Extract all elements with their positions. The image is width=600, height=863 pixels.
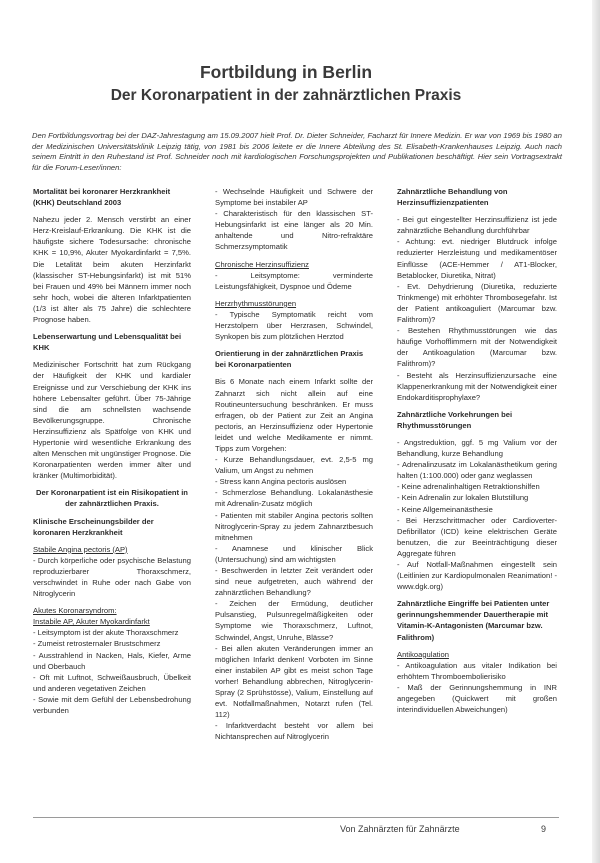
heading-risk-patient: Der Koronarpatient ist ein Risikopatient in der zahnärztlichen Praxis. xyxy=(36,488,188,509)
page-edge-shadow xyxy=(592,0,600,863)
list-item: - Leitsymptom ist der akute Thoraxschmerz xyxy=(33,628,179,638)
heading-anticoagulant-procedures: Zahnärztliche Eingriffe bei Patienten unter gerinnungshemmender Dauertherapie mit Vitamin-K-Antagonisten (Marcumar bzw. Falithrom) xyxy=(397,599,550,642)
list-item: - Adrenalinzusatz im Lokalanästhetikum gering halten (1:100.000) oder ganz weglassen xyxy=(397,460,557,481)
heading-life-expectancy: Lebenserwartung und Lebensqualität bei KHK xyxy=(33,332,182,353)
list-item: - Keine Allgemeinanästhesie xyxy=(397,504,493,514)
list-item: - Antikoagulation aus vitaler Indikation bei erhöhtem Thromboembolierisiko xyxy=(397,660,557,681)
list-item: - Leitsymptome: verminderte Leistungsfähigkeit, Dyspnoe und Ödeme xyxy=(215,270,373,291)
list-item: - Evt. Dehydrierung (Diuretika, reduzierte Trinkmenge) mit erhöhter Thrombosegefahr. Ist der Patient antikoaguliert (Marcumar bzw. Falithrom)? xyxy=(397,281,557,325)
list-item: - Oft mit Luftnot, Schweißausbruch, Übelkeit und anderen vegetativen Zeichen xyxy=(33,672,191,693)
list-item: - Charakteristisch für den klassischen ST-Hebungsinfarkt ist eine länger als 20 Min. anhaltende und Nitro-refraktäre Schmerzsymptomatik xyxy=(215,209,373,252)
paragraph-orientation: Bis 6 Monate nach einem Infarkt sollte der Zahnarzt sich nicht allein auf eine Routineuntersuchung beschränken. Er muss erfragen, ob der Patient zur Zeit an Angina pectoris, an Herzinsuffizienz oder Hypertonie leidet und welche Medikamente er nimmt. Tipps zum Vorgehen: xyxy=(215,377,373,453)
list-item: - Maß der Gerinnungshemmung in INR angegeben (Quickwert mit großen interindividuellen Abweichungen) xyxy=(397,682,557,715)
page-number: 9 xyxy=(541,824,547,834)
list-item: - Ausstrahlend in Nacken, Hals, Kiefer, Arme und Oberbauch xyxy=(33,650,191,671)
heading-arrhythmia-precautions: Zahnärztliche Vorkehrungen bei Rhythmusstörungen xyxy=(397,409,513,430)
subheading-arrhythmia: Herzrhythmusstörungen xyxy=(215,298,297,308)
column-1 xyxy=(33,186,191,716)
paragraph-mortality: Nahezu jeder 2. Mensch verstirbt an einer Herz-Kreislauf-Erkrankung. Die KHK ist die häufigste sichere Todesursache: chronische KHK = 10,9%, Akuter Myokardinfarkt = 7,5%. Die Letalität beim akuten Herzinfarkt (klassischer ST-Hebungsinfarkt) ist mit 51% bei Frauen und 49% bei Männern immer noch sehr hoch, wobei die älteren Infarktpatienten (1/3 ist älter als 75 Jahre) die schlechtere Prognose haben. xyxy=(33,215,191,325)
list-item: - Auf Notfall-Maßnahmen eingestellt sein (Leitlinien zur Kardiopulmonalen Reanimation! - www.dgk.org) xyxy=(397,560,557,592)
list-item: - Kurze Behandlungsdauer, evt. 2,5-5 mg Valium, um Angst zu nehmen xyxy=(215,455,373,476)
list-item: - Anamnese und klinischer Blick (Untersuchung) sind am wichtigsten xyxy=(215,543,373,564)
list-item: - Angstreduktion, ggf. 5 mg Valium vor der Behandlung, kurze Behandlung xyxy=(397,437,557,459)
footer-tagline: Von Zahnärzten für Zahnärzte xyxy=(340,824,460,834)
column-3 xyxy=(397,186,557,715)
list-item: - Schmerzlose Behandlung. Lokalanästhesie mit Adrenalin-Zusatz möglich xyxy=(215,488,373,509)
list-item: - Bei gut eingestellter Herzinsuffizienz ist jede zahnärztliche Behandlung durchführbar xyxy=(397,215,557,236)
list-item: - Bei Herzschrittmacher oder Cardioverter-Defibrillator (ICD) keine elektrischen Geräte benutzen, die zur Beeinträchtigung dieser Aggregate führen xyxy=(397,515,557,558)
list-item: - Achtung: evt. niedriger Blutdruck infolge reduzierter Herzleistung und medikamentöser Einflüsse (ACE-Hemmer / AT1-Blocker, Betablocker, Diuretika, Nitrat) xyxy=(397,237,557,280)
heading-heart-failure-treatment: Zahnärztliche Behandlung von Herzinsuffizienzpatienten xyxy=(397,187,508,208)
list-item: - Keine adrenalinhaltigen Retraktionshilfen xyxy=(397,482,540,492)
intro-paragraph: Den Fortbildungsvortrag bei der DAZ-Jahrestagung am 15.09.2007 hielt Prof. Dr. Dieter Schneider, Facharzt für Innere Medizin. Er war von 1969 bis 1980 an der Medizinischen Universitätsklinik Leipzig tätig, von 1981 bis 2006 leitete er die Innere Abteilung des St. Elisabeth-Krankenhauses Leipzig. Auch nach seinem Eintritt in den Ruhestand ist Prof. Schneider noch mit kardiologischen Forschungsprojekten und Publikationen beschäftigt. Hier sein Vortragsextrakt für die Forum-Leser/innen: xyxy=(32,131,562,172)
list-item: - Typische Symptomatik reicht vom Herzstolpern über Herzrasen, Schwindel, Synkopen bis zum plötzlichen Herztod xyxy=(215,309,373,342)
paragraph-stable-angina: - Durch körperliche oder psychische Belastung reproduzierbarer Thoraxschmerz, verschwindet in Ruhe oder nach Gabe von Nitroglycerin xyxy=(33,555,191,599)
list-item: - Bestehen Rhythmusstörungen wie das häufige Vorhofflimmern mit der Notwendigkeit der Antikoagulation (Marcumar bzw. Falithrom)? xyxy=(397,326,557,369)
paragraph-life-expectancy: Medizinischer Fortschritt hat zum Rückgang der Häufigkeit der KHK und kardialer Ereignisse und zur Verschiebung der KHK ins höhere Lebensalter geführt. Über 75-Jährige sind die am schnellsten wachsende Bevölkerungsgruppe. Chronische Herzinsuffizienz als Spätfolge von KHK und Hypertonie wird wesentliche Erkrankung des alten Menschen mit ungünstiger Prognose. Die Koronarpatienten werden immer älter und kränker (Multimorbidität). xyxy=(33,360,191,481)
subheading-acute-syndrome: Akutes Koronarsyndrom: xyxy=(33,606,117,616)
list-item: - Zumeist retrosternaler Brustschmerz xyxy=(33,639,161,649)
column-2 xyxy=(215,186,373,743)
subheading-heart-failure: Chronische Herzinsuffizienz xyxy=(215,259,309,269)
list-item: - Beschwerden in letzter Zeit verändert oder sind neue aufgetreten, auch während der zahnärztlichen Behandlung? xyxy=(215,566,373,598)
list-item: - Patienten mit stabiler Angina pectoris sollten Nitroglycerin-Spray zu jedem Zahnarztbesuch mitnehmen xyxy=(215,510,373,542)
list-item: - Kein Adrenalin zur lokalen Blutstillung xyxy=(397,493,529,503)
subheading-stable-angina: Stabile Angina pectoris (AP) xyxy=(33,544,128,554)
list-item: - Infarktverdacht besteht vor allem bei Nichtansprechen auf Nitroglycerin xyxy=(215,721,373,742)
subheading-instable-ap: Instabile AP, Akuter Myokardinfarkt xyxy=(33,617,150,627)
heading-mortality: Mortalität bei koronarer Herzkrankheit (KHK) Deutschland 2003 xyxy=(33,187,171,208)
list-item: - Bei allen akuten Veränderungen immer an möglichen Infarkt denken! Vorboten im Sinne einer instabilen AP gibt es meist schon Tage vorher! Behandlung abbrechen, Nitroglycerin-Spray (2 Sprühstösse), Valium, Einstellung auf evt. Notfallmaßnahmen, Notarzt rufen (Tel. 112) xyxy=(215,643,373,720)
footer-divider xyxy=(33,817,559,818)
page-title: Fortbildung in Berlin xyxy=(199,62,373,82)
heading-clinical-forms: Klinische Erscheinungsbilder der koronaren Herzkrankheit xyxy=(33,516,154,537)
heading-orientation: Orientierung in der zahnärztlichen Praxis bei Koronarpatienten xyxy=(215,349,364,370)
list-item: - Stress kann Angina pectoris auslösen xyxy=(215,477,347,487)
list-item: - Zeichen der Ermüdung, deutlicher Pulsanstieg, Pulsunregelmäßigkeiten oder Symptome wie Thoraxschmerz, Luftnot, Schwindel, Angst, Unruhe, Blässe? xyxy=(215,599,373,642)
list-item: - Sowie mit dem Gefühl der Lebensbedrohung verbunden xyxy=(33,694,191,716)
list-item: - Wechselnde Häufigkeit und Schwere der Symptome bei instabiler AP xyxy=(215,187,373,208)
subheading-anticoagulation: Antikoagulation xyxy=(397,649,449,659)
page-subtitle: Der Koronarpatient in der zahnärztlichen Praxis xyxy=(110,87,462,104)
list-item: - Besteht als Herzinsuffizienzursache eine Klappenerkrankung mit der Notwendigkeit einer Endokarditisprophylaxe? xyxy=(397,370,557,402)
